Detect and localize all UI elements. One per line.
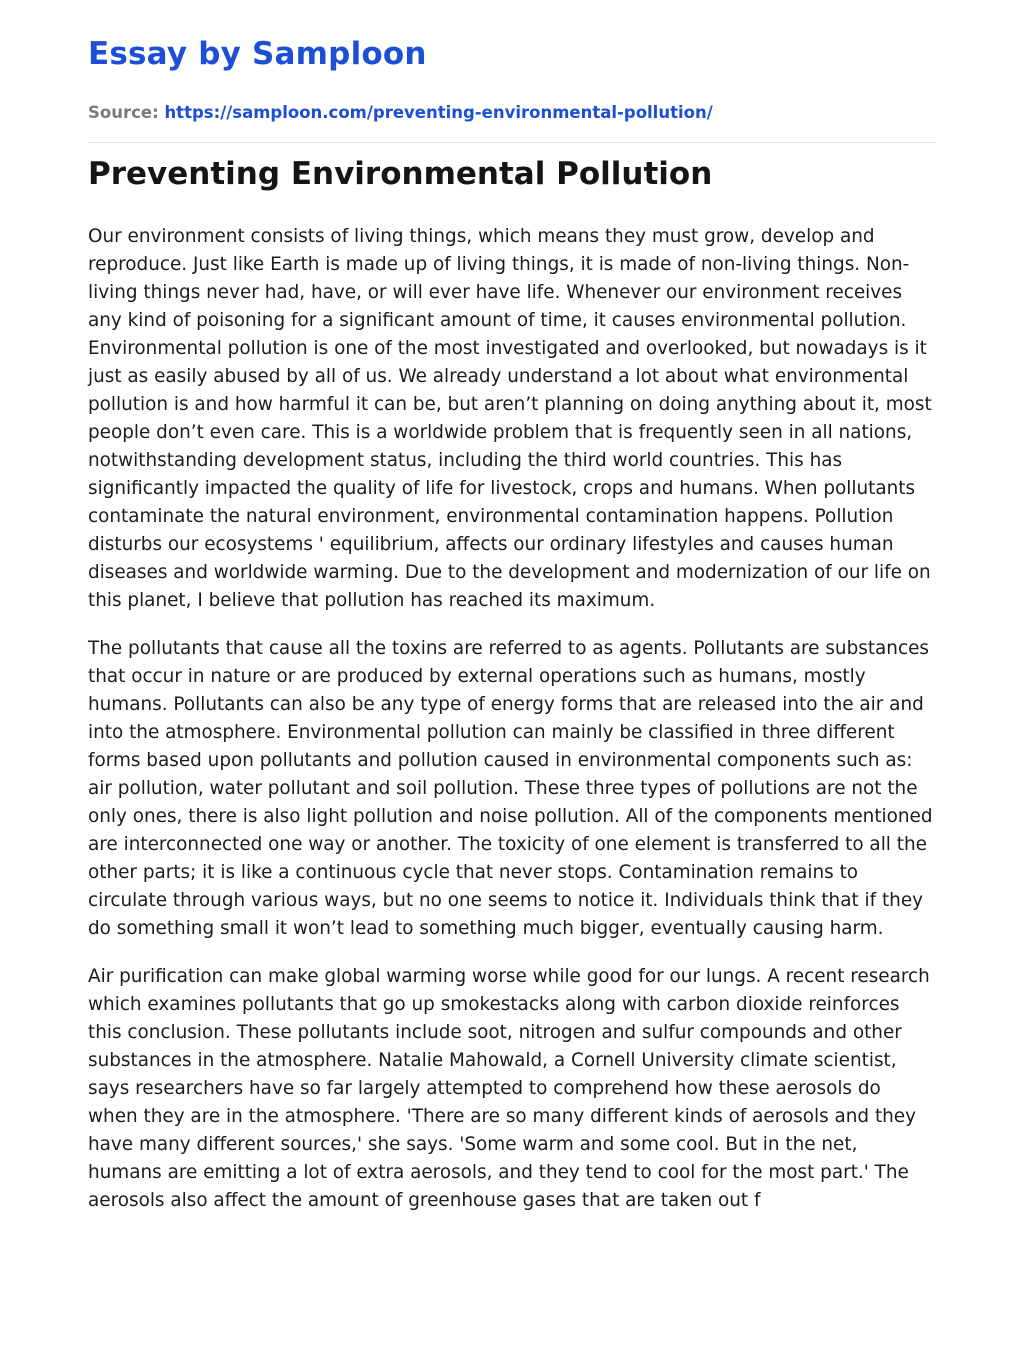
brand-heading: Essay by Samploon xyxy=(88,36,427,72)
essay-paragraph-3: Air purification can make global warming worse while good for our lungs. A recent research which examines pollutants that go up smokestacks along with carbon dioxide reinforces this conclusion. These pollutants include soot, nitrogen and sulfur compounds and other substances in the atmosphere. Natalie Mahowald, a Cornell University climate scientist, says researchers have so far largely attempted to comprehend how these aerosols do when they are in the atmosphere. 'There are so many different kinds of aerosols and they have many different sources,' she says. 'Some warm and some cool. But in the net, humans are emitting a lot of extra aerosols, and they tend to cool for the most part.' The aerosols also affect the amount of greenhouse gases that are taken out f xyxy=(88,966,930,1211)
source-link[interactable]: https://samploon.com/preventing-environmental-pollution/ xyxy=(164,103,713,122)
source-label: Source: xyxy=(88,103,159,122)
header-divider xyxy=(88,142,936,143)
essay-paragraph-2: The pollutants that cause all the toxins are referred to as agents. Pollutants are substances that occur in nature or are produced by external operations such as humans, mostly humans. Pollutants can also be any type of energy forms that are released into the air and into the atmosphere. Environmental pollution can mainly be classified in three different forms based upon pollutants and pollution caused in environmental components such as: air pollution, water pollutant and soil pollution. These three types of pollutions are not the only ones, there is also light pollution and noise pollution. All of the components mentioned are interconnected one way or another. The toxicity of one element is transferred to all the other parts; it is like a continuous cycle that never stops. Contamination remains to circulate through various ways, but no one seems to notice it. Individuals think that if they do something small it won’t lead to something much bigger, eventually causing harm. xyxy=(88,638,933,939)
source-line xyxy=(88,103,713,122)
essay-body xyxy=(88,223,936,1235)
essay-paragraph-1: Our environment consists of living things, which means they must grow, develop and reproduce. Just like Earth is made up of living things, it is made of non-living things. Non-living things never had, have, or will ever have life. Whenever our environment receives any kind of poisoning for a significant amount of time, it causes environmental pollution. Environmental pollution is one of the most investigated and overlooked, but nowadays is it just as easily abused by all of us. We already understand a lot about what environmental pollution is and how harmful it can be, but aren’t planning on doing anything about it, most people don’t even care. This is a worldwide problem that is frequently seen in all nations, notwithstanding development status, including the third world countries. This has significantly impacted the quality of life for livestock, crops and humans. When pollutants contaminate the natural environment, environmental contamination happens. Pollution disturbs our ecosystems ' equilibrium, affects our ordinary lifestyles and causes human diseases and worldwide warming. Due to the development and modernization of our life on this planet, I believe that pollution has reached its maximum. xyxy=(88,226,932,611)
essay-title: Preventing Environmental Pollution xyxy=(88,156,713,192)
